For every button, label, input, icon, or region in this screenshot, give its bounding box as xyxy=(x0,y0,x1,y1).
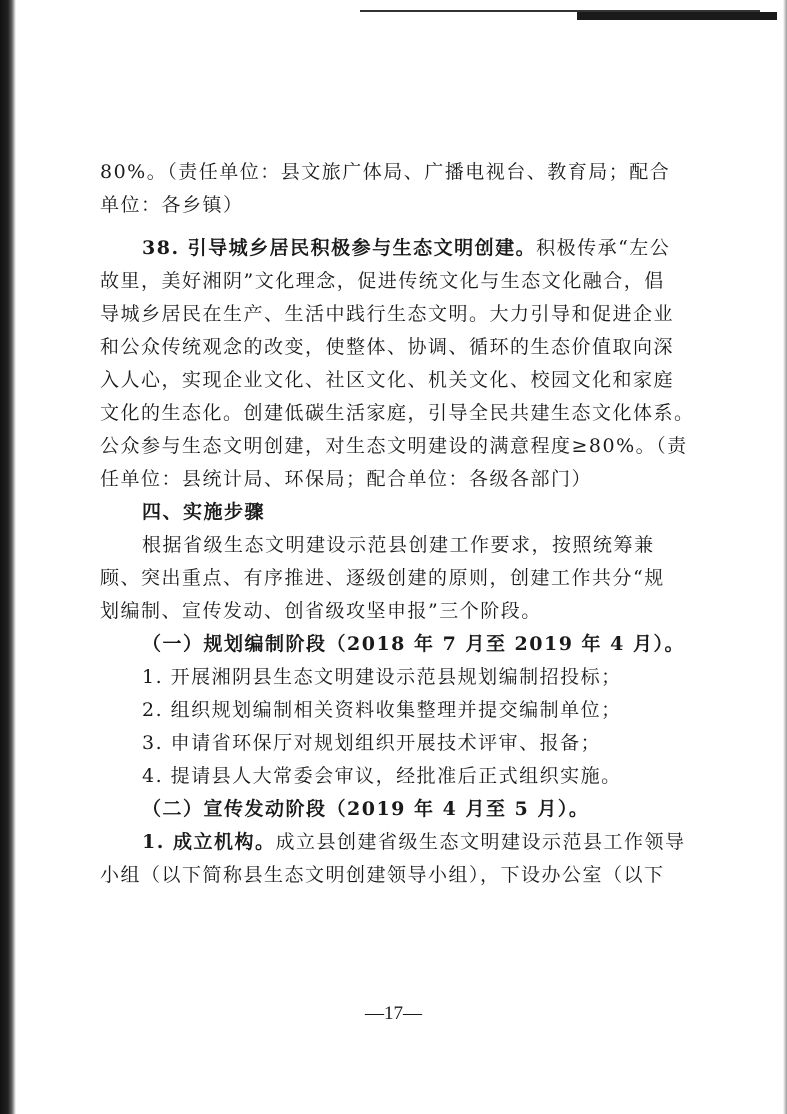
section-4-heading: 四、实施步骤 xyxy=(142,501,266,523)
scan-right-edge xyxy=(783,0,787,1114)
item-38-first-line xyxy=(100,232,695,265)
text-line: 单位：各乡镇） xyxy=(100,194,244,216)
page-number: —17— xyxy=(365,1003,422,1024)
text-line: 80%。（责任单位：县文旅广体局、广播电视台、教育局；配合 xyxy=(100,161,671,183)
document-page xyxy=(100,156,695,892)
text-line: 公众参与生态文明创建，对生态文明建设的满意程度≥80%。（责 xyxy=(100,435,688,457)
phase-1-item: 3. 申请省环保厅对规划组织开展技术评审、报备； xyxy=(142,732,602,754)
phase-2-item-1 xyxy=(100,826,695,859)
text-line: 和公众传统观念的改变，使整体、协调、循环的生态价值取向深 xyxy=(100,336,675,358)
text-line: 划编制、宣传发动、创省级攻坚申报”三个阶段。 xyxy=(100,600,542,622)
phase-1-item: 2. 组织规划编制相关资料收集整理并提交编制单位； xyxy=(142,699,622,721)
text-line: 入人心，实现企业文化、社区文化、机关文化、校园文化和家庭 xyxy=(100,369,675,391)
text-line: 积极传承“左公 xyxy=(536,237,671,259)
phase-2-item-1-heading: 1. 成立机构。 xyxy=(142,831,276,853)
text-line: 故里，美好湘阴”文化理念，促进传统文化与生态文化融合，倡 xyxy=(100,270,665,292)
text-line: 小组（以下简称县生态文明创建领导小组），下设办公室（以下 xyxy=(100,864,665,886)
item-38 xyxy=(100,232,695,496)
phase-1-item: 1. 开展湘阴县生态文明建设示范县规划编制招投标； xyxy=(142,666,622,688)
phase-2 xyxy=(100,793,695,892)
text-line: 导城乡居民在生产、生活中践行生态文明。大力引导和促进企业 xyxy=(100,303,675,325)
phase-1-item: 4. 提请县人大常委会审议，经批准后正式组织实施。 xyxy=(142,765,622,787)
phase-1 xyxy=(100,628,695,793)
text-line: 顾、突出重点、有序推进、逐级创建的原则，创建工作共分“规 xyxy=(100,567,665,589)
phase-2-heading: （二）宣传发动阶段（2019 年 4 月至 5 月）。 xyxy=(142,798,590,820)
text-line: 成立县创建省级生态文明建设示范县工作领导 xyxy=(275,831,686,853)
text-line: 根据省级生态文明建设示范县创建工作要求，按照统筹兼 xyxy=(142,534,655,556)
scan-left-edge xyxy=(0,0,16,1114)
paragraph-responsibility xyxy=(100,156,695,222)
scan-top-bar xyxy=(577,12,777,20)
section-4 xyxy=(100,496,695,628)
text-line: 任单位：县统计局、环保局；配合单位：各级各部门） xyxy=(100,468,593,490)
item-38-heading: 38. 引导城乡居民积极参与生态文明创建。 xyxy=(142,237,537,259)
phase-1-heading: （一）规划编制阶段（2018 年 7 月至 2019 年 4 月）。 xyxy=(142,633,686,655)
text-line: 文化的生态化。创建低碳生活家庭，引导全民共建生态文化体系。 xyxy=(100,402,695,424)
